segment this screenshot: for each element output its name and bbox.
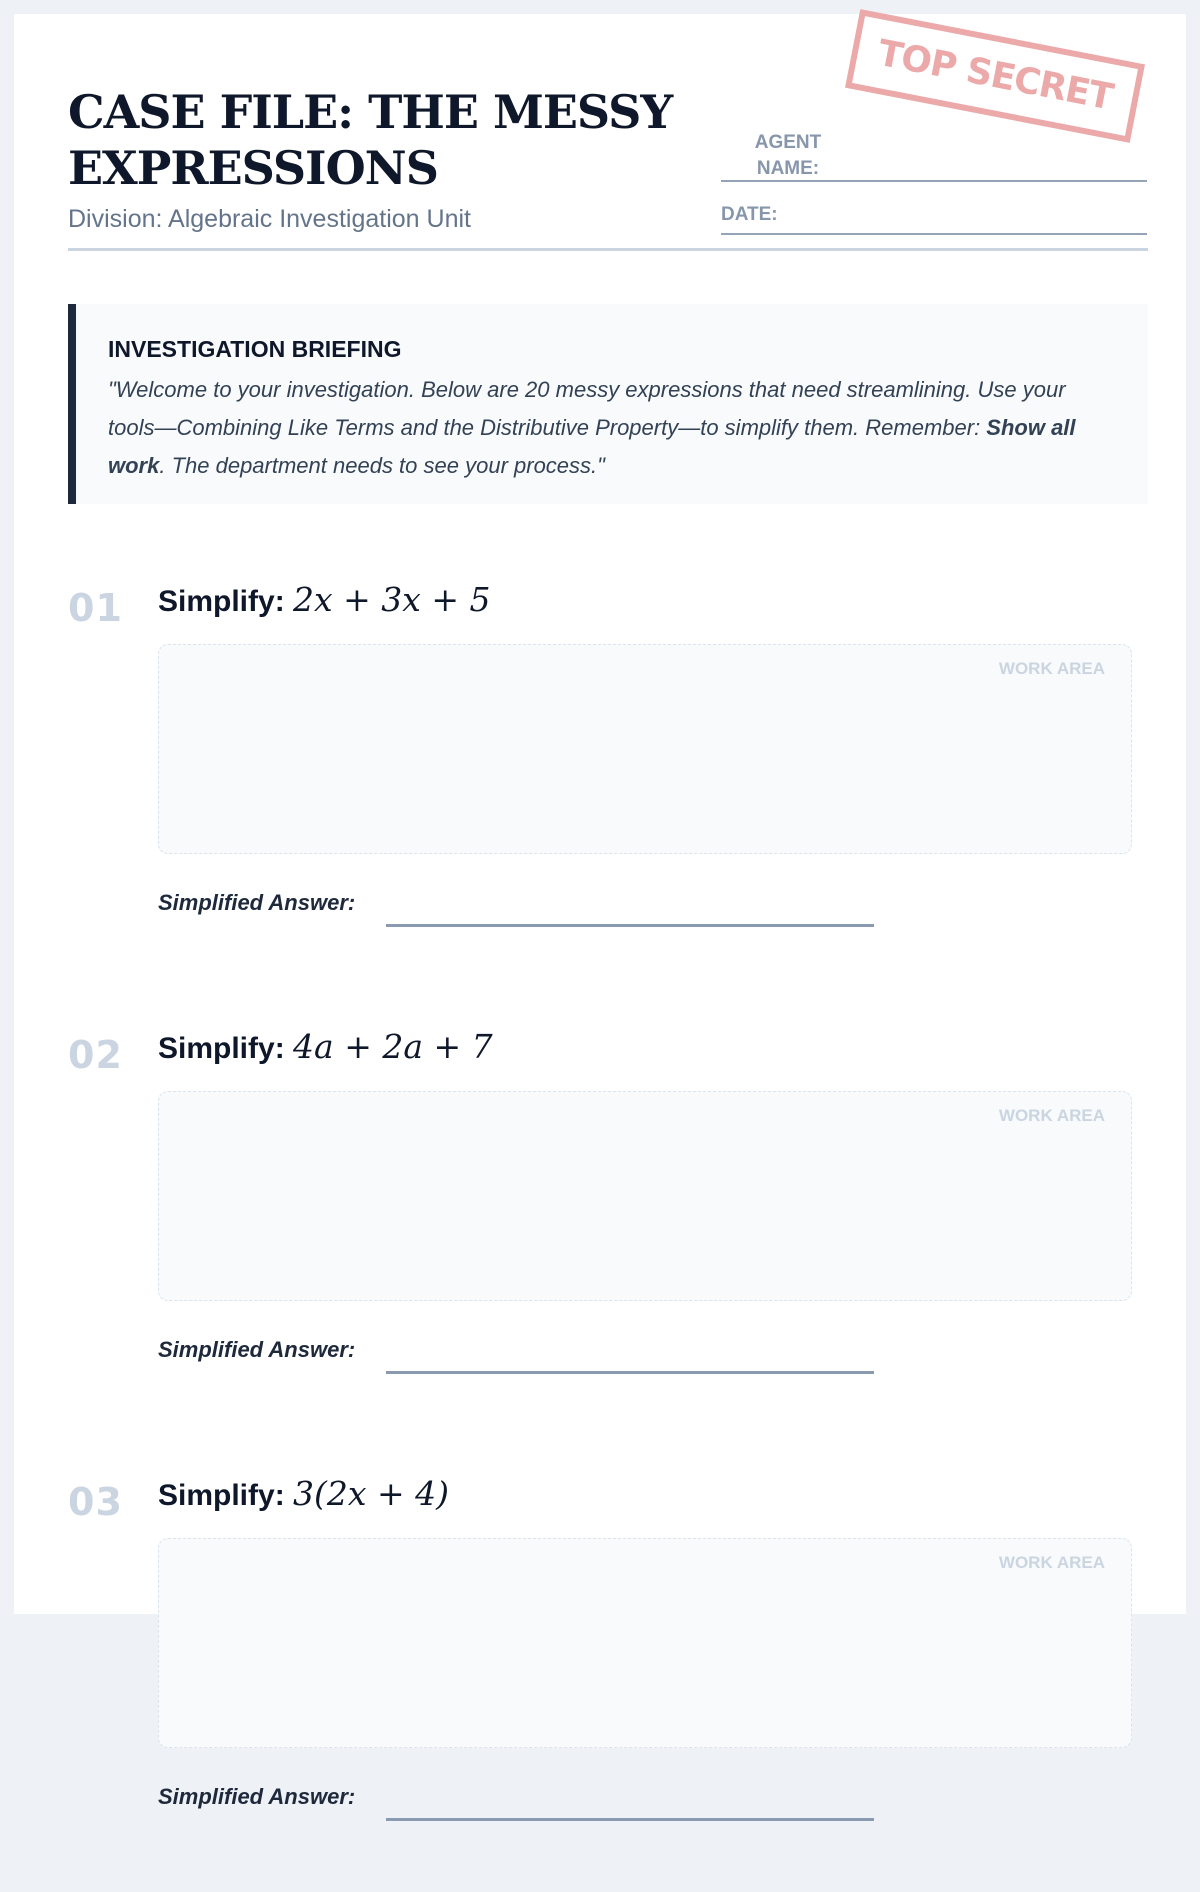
date-label: DATE: xyxy=(721,204,778,225)
problem-expression: 4a + 2a + 7 xyxy=(293,1027,493,1066)
work-area[interactable] xyxy=(158,644,1132,854)
problem-expression: 2x + 3x + 5 xyxy=(293,580,491,619)
problem-prompt xyxy=(158,580,491,619)
problem-verb: Simplify: xyxy=(158,585,285,618)
briefing-text xyxy=(108,371,1108,485)
agent-name-field[interactable] xyxy=(721,180,1147,182)
problem-card xyxy=(68,578,1148,998)
problem-number: 03 xyxy=(68,1480,123,1524)
answer-label: Simplified Answer: xyxy=(158,1337,356,1362)
problem-number: 02 xyxy=(68,1033,123,1077)
answer-label: Simplified Answer: xyxy=(158,890,356,915)
briefing-text-start: "Welcome to your investigation. Below are 20 messy expressions that need streamlining. Use your tools—Combining Like Terms and the Distributive Property—to simplify them. Remember: xyxy=(108,377,1066,440)
answer-field[interactable] xyxy=(386,1818,874,1821)
briefing-text-end: . The department needs to see your process." xyxy=(159,453,605,478)
problem-prompt xyxy=(158,1474,449,1513)
top-secret-stamp: TOP SECRET xyxy=(845,9,1145,143)
agent-name-label: AGENT NAME: xyxy=(754,132,822,179)
work-area[interactable] xyxy=(158,1538,1132,1748)
briefing-title: INVESTIGATION BRIEFING xyxy=(108,336,402,362)
problem-number: 01 xyxy=(68,586,123,630)
header-divider xyxy=(68,248,1148,251)
answer-label: Simplified Answer: xyxy=(158,1784,356,1809)
problem-card xyxy=(68,1472,1148,1892)
problem-prompt xyxy=(158,1027,493,1066)
problem-verb: Simplify: xyxy=(158,1479,285,1512)
work-area-label: WORK AREA xyxy=(998,1106,1105,1125)
investigation-briefing xyxy=(68,304,1148,504)
work-area-label: WORK AREA xyxy=(998,1553,1105,1572)
briefing-text-emphasis: Show all work xyxy=(108,415,1076,478)
page-title: CASE FILE: THE MESSY EXPRESSIONS xyxy=(68,85,673,195)
worksheet-page xyxy=(14,14,1186,1809)
division-subtitle: Division: Algebraic Investigation Unit xyxy=(68,205,471,233)
work-area[interactable] xyxy=(158,1091,1132,1301)
answer-field[interactable] xyxy=(386,924,874,927)
work-area-label: WORK AREA xyxy=(998,659,1105,678)
date-field[interactable] xyxy=(721,233,1147,235)
problem-verb: Simplify: xyxy=(158,1032,285,1065)
answer-field[interactable] xyxy=(386,1371,874,1374)
problem-card xyxy=(68,1025,1148,1445)
problem-expression: 3(2x + 4) xyxy=(293,1474,450,1513)
